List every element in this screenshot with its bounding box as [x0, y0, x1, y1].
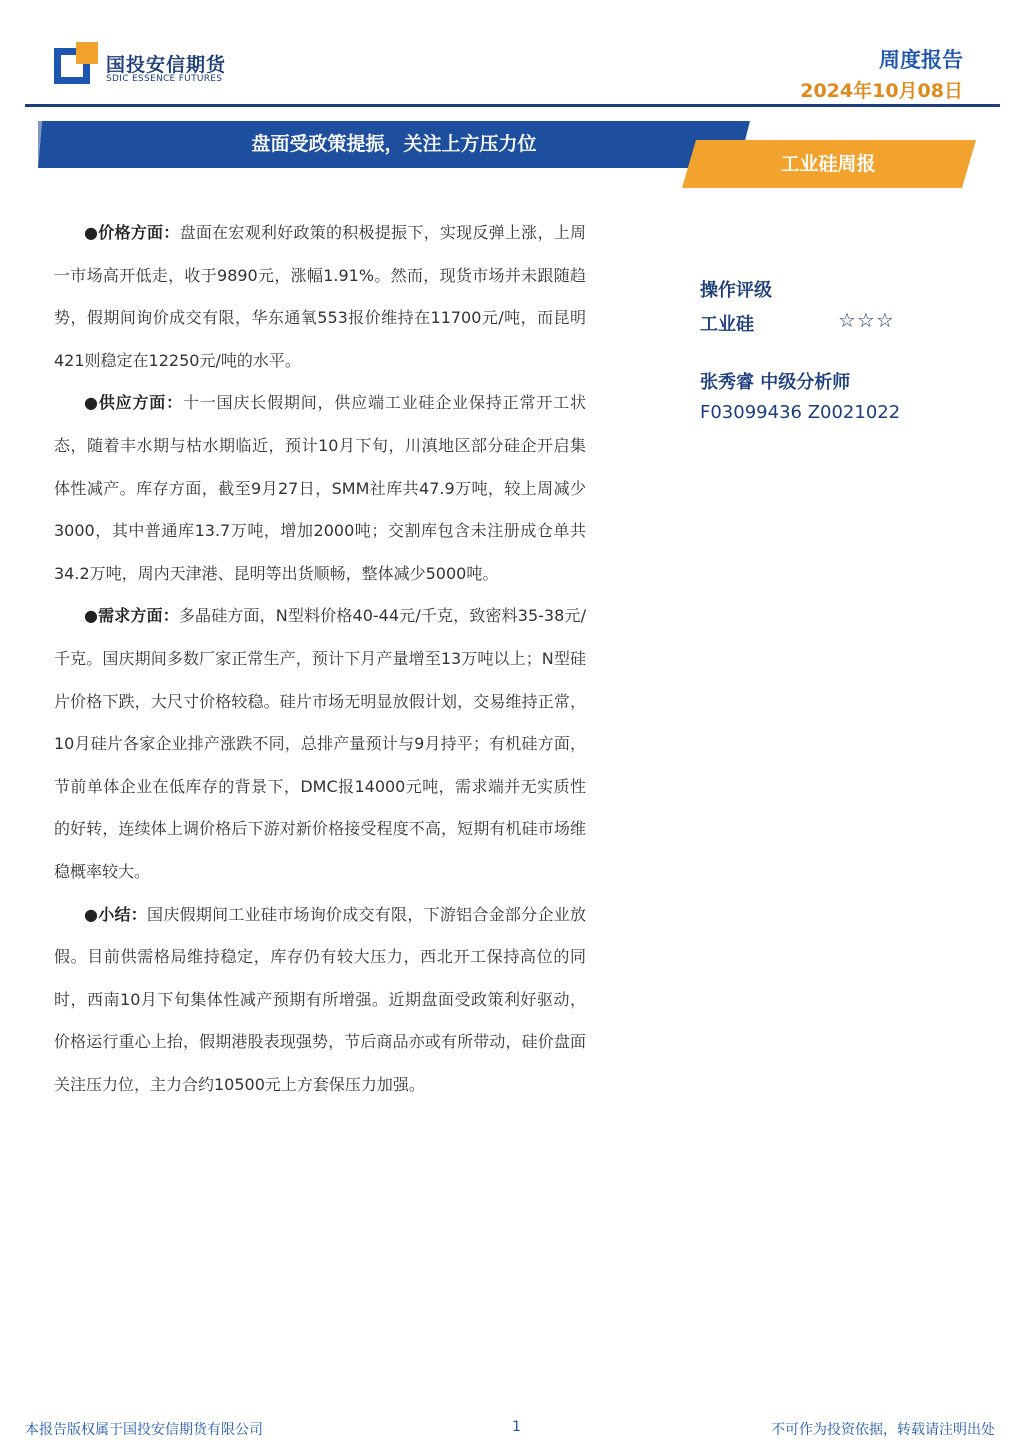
logo-name-en: SDIC ESSENCE FUTURES — [106, 74, 223, 84]
footer-disclaimer: 不可作为投资依据，转载请注明出处 — [771, 1422, 995, 1438]
logo-mark-icon — [54, 42, 98, 86]
analyst-name: 张秀睿 中级分析师 — [700, 372, 851, 393]
section-heading: 需求方面： — [98, 606, 179, 626]
analyst-certificate: F03099436 Z0021022 — [700, 402, 901, 423]
section-demand — [54, 595, 586, 893]
section-heading: 价格方面： — [98, 223, 180, 242]
section-supply — [54, 382, 586, 595]
rating-item: 工业硅 — [700, 314, 754, 335]
report-type: 周度报告 — [879, 48, 963, 72]
section-text: 国庆假期间工业硅市场询价成交有限，下游铝合金部分企业放假。目前供需格局维持稳定，库存仍有较大压力，西北开工保持高位的同时，西南10月下旬集体性减产预期有所增强。近期盘面受政策利好驱动，价格运行重心上抬，假期港股表现强势，节后商品亦或有所带动，硅价盘面关注压力位，主力合约10500元上方套保压力加强。 — [54, 904, 586, 1094]
bullet-icon: ● — [84, 606, 99, 626]
section-text: 十一国庆长假期间，供应端工业硅企业保持正常开工状态，随着丰水期与枯水期临近，预计10月下旬，川滇地区部分硅企开启集体性减产。库存方面，截至9月27日，SMM社库共47.9万吨，较上周减少3000，其中普通库13.7万吨，增加2000吨；交割库包含未注册成仓单共34.2万吨，周内天津港、昆明等出货顺畅，整体减少5000吨。 — [54, 393, 586, 583]
report-date: 2024年10月08日 — [800, 80, 963, 102]
page-number: 1 — [512, 1419, 521, 1435]
section-text: 盘面在宏观利好政策的积极提振下，实现反弹上涨，上周一市场高开低走，收于9890元，涨幅1.91%。然而，现货市场并未跟随趋势，假期间询价成交有限，华东通氧553报价维持在11700元/吨，而昆明421则稳定在12250元/吨的水平。 — [54, 223, 586, 370]
section-heading: 小结： — [98, 904, 148, 924]
report-title: 盘面受政策提振，关注上方压力位 — [251, 133, 537, 155]
report-body — [54, 212, 586, 1106]
bullet-icon: ● — [84, 223, 99, 242]
section-heading: 供应方面： — [98, 393, 183, 413]
header-divider — [25, 104, 1000, 107]
report-subtitle: 工业硅周报 — [780, 153, 876, 175]
bullet-icon: ● — [84, 904, 99, 924]
footer-copyright: 本报告版权属于国投安信期货有限公司 — [25, 1422, 263, 1438]
bullet-icon: ● — [84, 393, 99, 413]
logo-name-cn: 国投安信期货 — [106, 54, 227, 76]
section-summary — [54, 894, 586, 1107]
section-text: 多晶硅方面，N型料价格40-44元/千克，致密料35-38元/千克。国庆期间多数厂家正常生产，预计下月产量增至13万吨以上；N型硅片价格下跌，大尺寸价格较稳。硅片市场无明显放假计划，交易维持正常，10月硅片各家企业排产涨跌不同，总排产量预计与9月持平；有机硅方面，节前单体企业在低库存的背景下，DMC报14000元吨，需求端并无实质性的好转，连续体上调价格后下游对新价格接受程度不高，短期有机硅市场维稳概率较大。 — [54, 606, 586, 881]
rating-title: 操作评级 — [700, 280, 772, 301]
section-price — [54, 212, 586, 382]
star-rating-icon: ☆☆☆ — [838, 308, 895, 332]
